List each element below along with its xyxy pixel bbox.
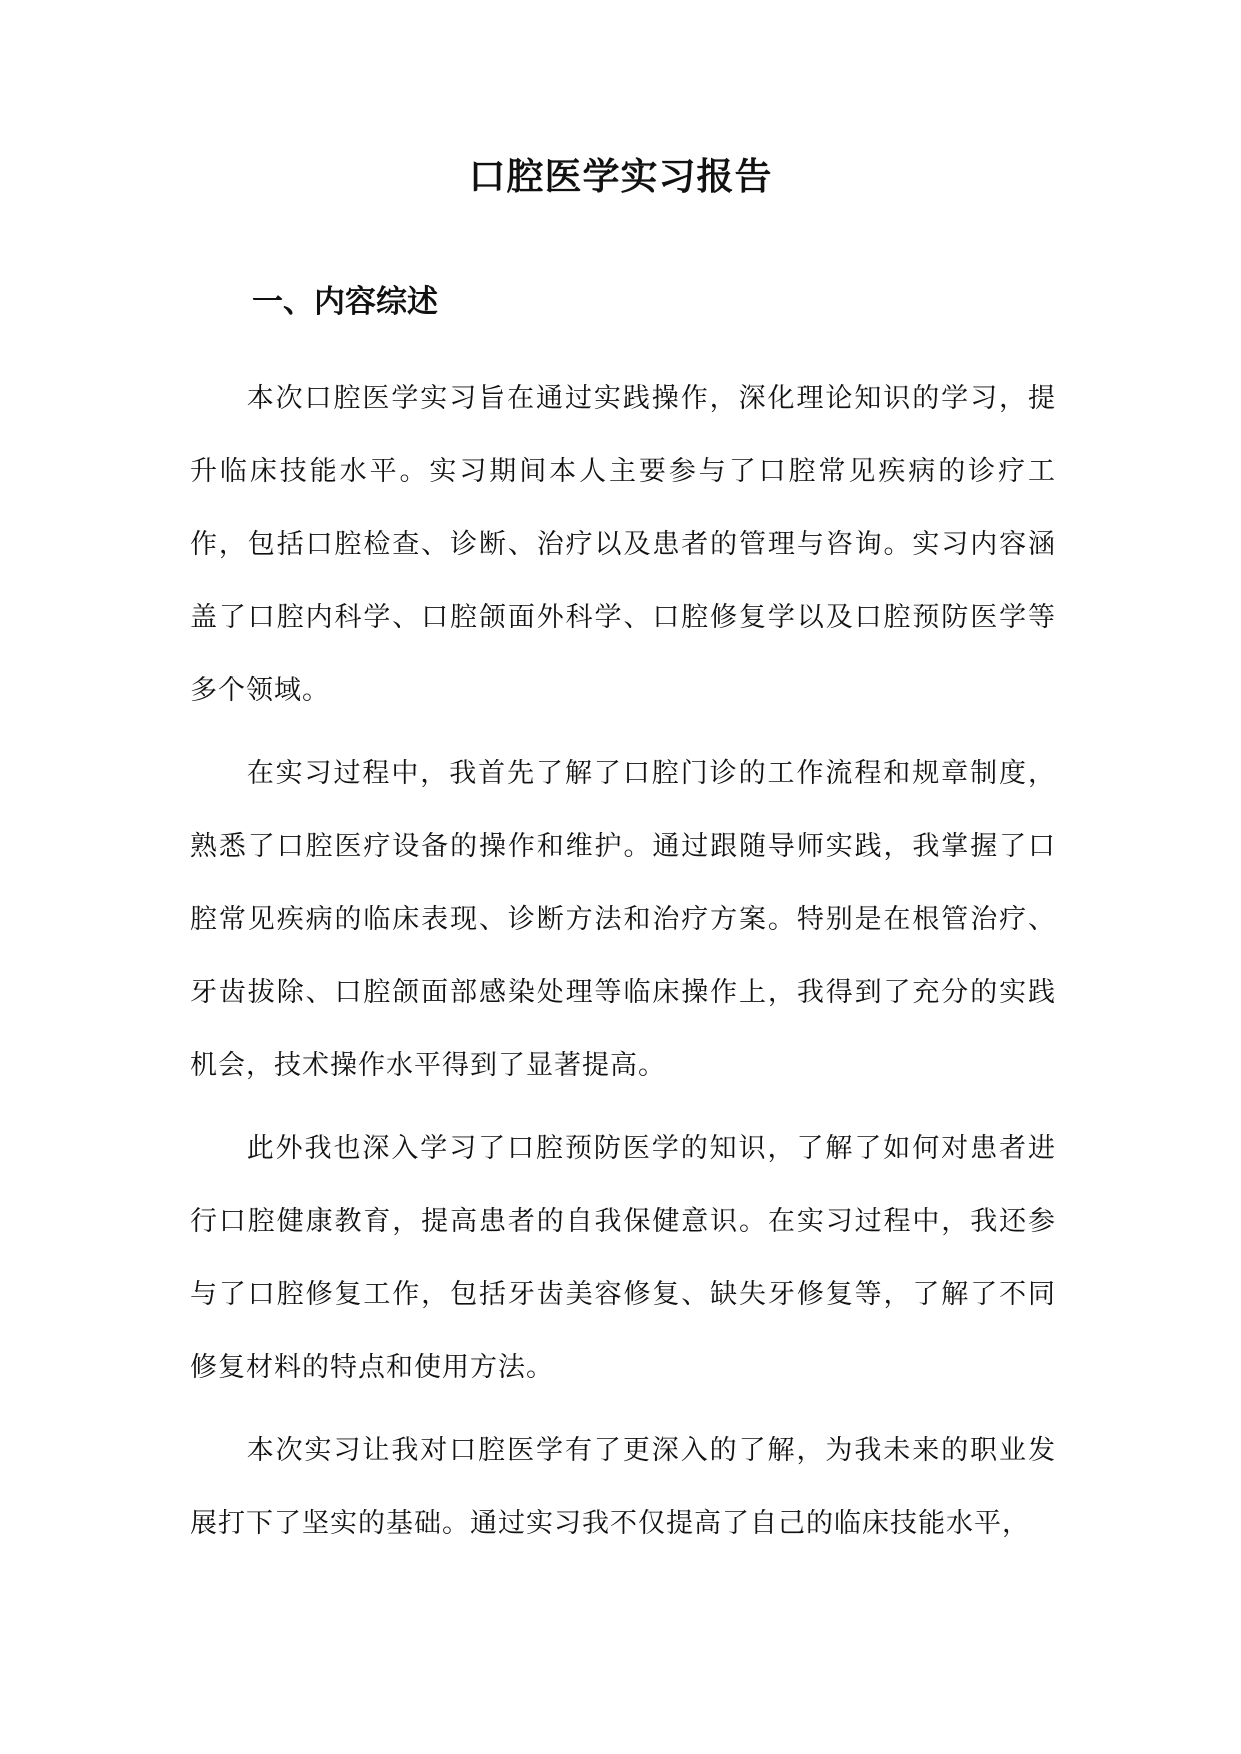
document-body (190, 362, 1056, 1570)
section-heading: 一、内容综述 (252, 284, 438, 320)
paragraph-1: 本次口腔医学实习旨在通过实践操作，深化理论知识的学习，提升临床技能水平。实习期间本人主要参与了口腔常见疾病的诊疗工作，包括口腔检查、诊断、治疗以及患者的管理与咨询。实习内容涵盖了口腔内科学、口腔颌面外科学、口腔修复学以及口腔预防医学等多个领域。 (190, 383, 1056, 706)
paragraph-4: 本次实习让我对口腔医学有了更深入的了解，为我未来的职业发展打下了坚实的基础。通过实习我不仅提高了自己的临床技能水平， (190, 1435, 1056, 1539)
paragraph-2: 在实习过程中，我首先了解了口腔门诊的工作流程和规章制度，熟悉了口腔医疗设备的操作和维护。通过跟随导师实践，我掌握了口腔常见疾病的临床表现、诊断方法和治疗方案。特别是在根管治疗、牙齿拔除、口腔颌面部感染处理等临床操作上，我得到了充分的实践机会，技术操作水平得到了显著提高。 (190, 758, 1056, 1081)
paragraph-3: 此外我也深入学习了口腔预防医学的知识，了解了如何对患者进行口腔健康教育，提高患者的自我保健意识。在实习过程中，我还参与了口腔修复工作，包括牙齿美容修复、缺失牙修复等，了解了不同修复材料的特点和使用方法。 (190, 1133, 1056, 1383)
document-title: 口腔医学实习报告 (468, 154, 773, 198)
